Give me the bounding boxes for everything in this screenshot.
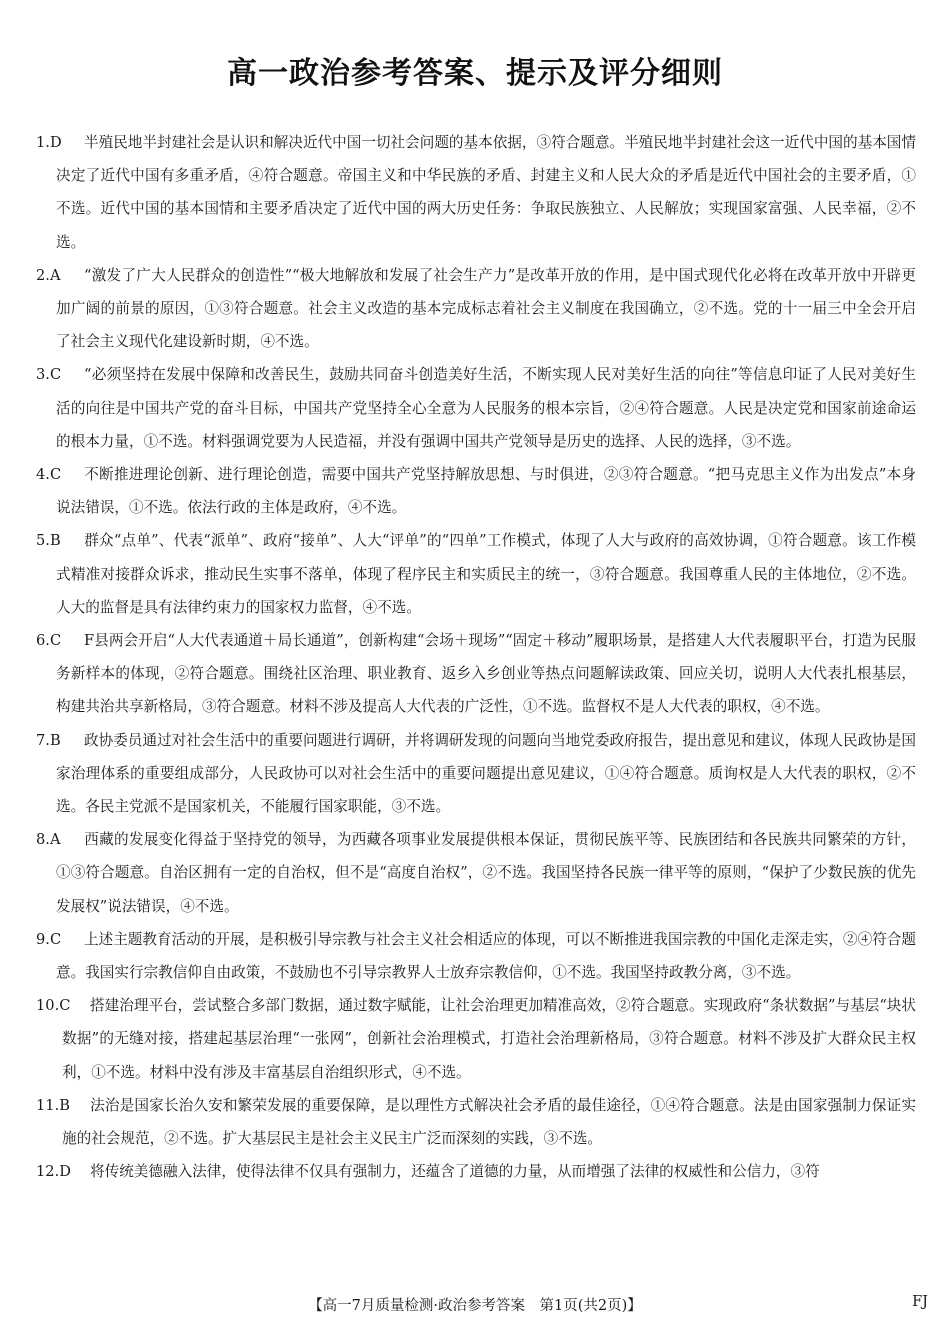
item-explanation: 半殖民地半封建社会是认识和解决近代中国一切社会问题的基本依据，③符合题意。半殖民地半封建社会这一近代中国的基本国情决定了近代中国有多重矛盾，④符合题意。帝国主义和中华民族的矛盾、封建主义和人民大众的矛盾是近代中国社会的主要矛盾，①不选。近代中国的基本国情和主要矛盾决定了近代中国的两大历史任务：争取民族独立、人民解放；实现国家富强、人民幸福，②不选。 [56, 134, 916, 251]
item-answer: C [59, 997, 71, 1015]
item-number: 2. [36, 266, 50, 284]
answer-item-11 [36, 1089, 916, 1155]
item-explanation: 政协委员通过对社会生活中的重要问题进行调研，并将调研发现的问题向当地党委政府报告，提出意见和建议，体现人民政协是国家治理体系的重要组成部分，人民政协可以对社会生活中的重要问题提出意见建议，①④符合题意。质询权是人大代表的职权，②不选。各民主党派不是国家机关，不能履行国家职能，③不选。 [56, 731, 916, 816]
item-number: 7. [36, 731, 50, 749]
item-explanation: 上述主题教育活动的开展，是积极引导宗教与社会主义社会相适应的体现，可以不断推进我国宗教的中国化走深走实，②④符合题意。我国实行宗教信仰自由政策，不鼓励也不引导宗教界人士放弃宗教信仰，①不选。我国坚持政教分离，③不选。 [56, 930, 916, 982]
item-number: 1. [36, 134, 50, 151]
item-answer: C [49, 366, 62, 384]
item-explanation: 不断推进理论创新、进行理论创造，需要中国共产党坚持解放思想、与时俱进，②③符合题意。“把马克思主义作为出发点”本身说法错误，①不选。依法行政的主体是政府，④不选。 [56, 466, 916, 517]
answer-item-8 [36, 823, 916, 923]
answer-item-1 [36, 126, 916, 259]
item-number: 9. [36, 930, 50, 948]
item-answer: A [49, 831, 61, 849]
page-title: 高一政治参考答案、提示及评分细则 [227, 56, 723, 91]
answer-item-9 [36, 923, 916, 989]
item-number: 4. [36, 466, 50, 484]
item-answer: B [49, 532, 61, 550]
item-explanation: 群众“点单”、代表“派单”、政府“接单”、人大“评单”的“四单”工作模式，体现了人大与政府的高效协调，①符合题意。该工作模式精准对接群众诉求，推动民生实事不落单，体现了程序民主和实质民主的统一，③符合题意。我国尊重人民的主体地位，②不选。人大的监督是具有法律约束力的国家权力监督，④不选。 [56, 532, 916, 616]
answer-item-2 [36, 259, 916, 359]
item-number: 5. [36, 532, 50, 550]
item-explanation: 法治是国家长治久安和繁荣发展的重要保障，是以理性方式解决社会矛盾的最佳途径，①④符合题意。法是由国家强制力保证实施的社会规范，②不选。扩大基层民主是社会主义民主广泛而深刻的实践，③不选。 [62, 1096, 916, 1148]
item-answer: C [49, 632, 62, 650]
item-answer: A [49, 266, 61, 284]
answer-list [36, 126, 916, 1189]
answer-item-5 [36, 524, 916, 624]
item-answer: B [49, 731, 61, 749]
item-answer: B [59, 1096, 70, 1114]
item-answer: C [49, 930, 62, 948]
item-answer: D [49, 134, 62, 151]
answer-item-6 [36, 624, 916, 724]
item-answer: D [59, 1163, 71, 1181]
answer-item-7 [36, 724, 916, 824]
answer-item-10 [36, 989, 916, 1089]
item-number: 10. [36, 997, 60, 1015]
answer-item-12 [36, 1155, 916, 1188]
item-number: 8. [36, 831, 50, 849]
item-explanation: “激发了广大人民群众的创造性”“极大地解放和发展了社会生产力”是改革开放的作用，是中国式现代化必将在改革开放中开辟更加广阔的前景的原因，①③符合题意。社会主义改造的基本完成标志着社会主义制度在我国确立，②不选。党的十一届三中全会开启了社会主义现代化建设新时期，④不选。 [56, 266, 916, 351]
item-number: 6. [36, 632, 50, 650]
item-explanation: 西藏的发展变化得益于坚持党的领导，为西藏各项事业发展提供根本保证，贯彻民族平等、民族团结和各民族共同繁荣的方针，①③符合题意。自治区拥有一定的自治权，但不是“高度自治权”，②不选。我国坚持各民族一律平等的原则，“保护了少数民族的优先发展权”说法错误，④不选。 [56, 831, 916, 915]
item-explanation: 将传统美德融入法律，使得法律不仅具有强制力，还蕴含了道德的力量，从而增强了法律的权威性和公信力，③符 [90, 1163, 820, 1181]
answer-item-4 [36, 458, 916, 524]
item-number: 3. [36, 366, 50, 384]
item-answer: C [49, 466, 62, 484]
item-number: 12. [36, 1163, 60, 1181]
answer-item-3 [36, 358, 916, 458]
item-explanation: “必须坚持在发展中保障和改善民生，鼓励共同奋斗创造美好生活，不断实现人民对美好生活的向往”等信息印证了人民对美好生活的向往是中国共产党的奋斗目标，中国共产党坚持全心全意为人民服务的根本宗旨，②④符合题意。人民是决定党和国家前途命运的根本力量，①不选。材料强调党要为人民造福，并没有强调中国共产党领导是历史的选择、人民的选择，③不选。 [56, 366, 916, 450]
item-number: 11. [36, 1096, 60, 1114]
item-explanation: F县两会开启“人大代表通道＋局长通道”，创新构建“会场＋现场”“固定＋移动”履职场景，是搭建人大代表履职平台，打造为民服务新样本的体现，②符合题意。围绕社区治理、职业教育、返乡入乡创业等热点问题解读政策、回应关切，说明人大代表扎根基层，构建共治共享新格局，③符合题意。材料不涉及提高人大代表的广泛性，①不选。监督权不是人大代表的职权，④不选。 [56, 632, 916, 716]
footer-page-info: 【高一7月质量检测·政治参考答案 第1页(共2页)】 [308, 1298, 642, 1314]
footer-code: FJ [912, 1294, 928, 1310]
item-explanation: 搭建治理平台，尝试整合多部门数据，通过数字赋能，让社会治理更加精准高效，②符合题意。实现政府“条状数据”与基层“块状数据”的无缝对接，搭建起基层治理“一张网”，创新社会治理模式，打造社会治理新格局，③符合题意。材料不涉及扩大群众民主权利，①不选。材料中没有涉及丰富基层自治组织形式，④不选。 [62, 997, 916, 1081]
